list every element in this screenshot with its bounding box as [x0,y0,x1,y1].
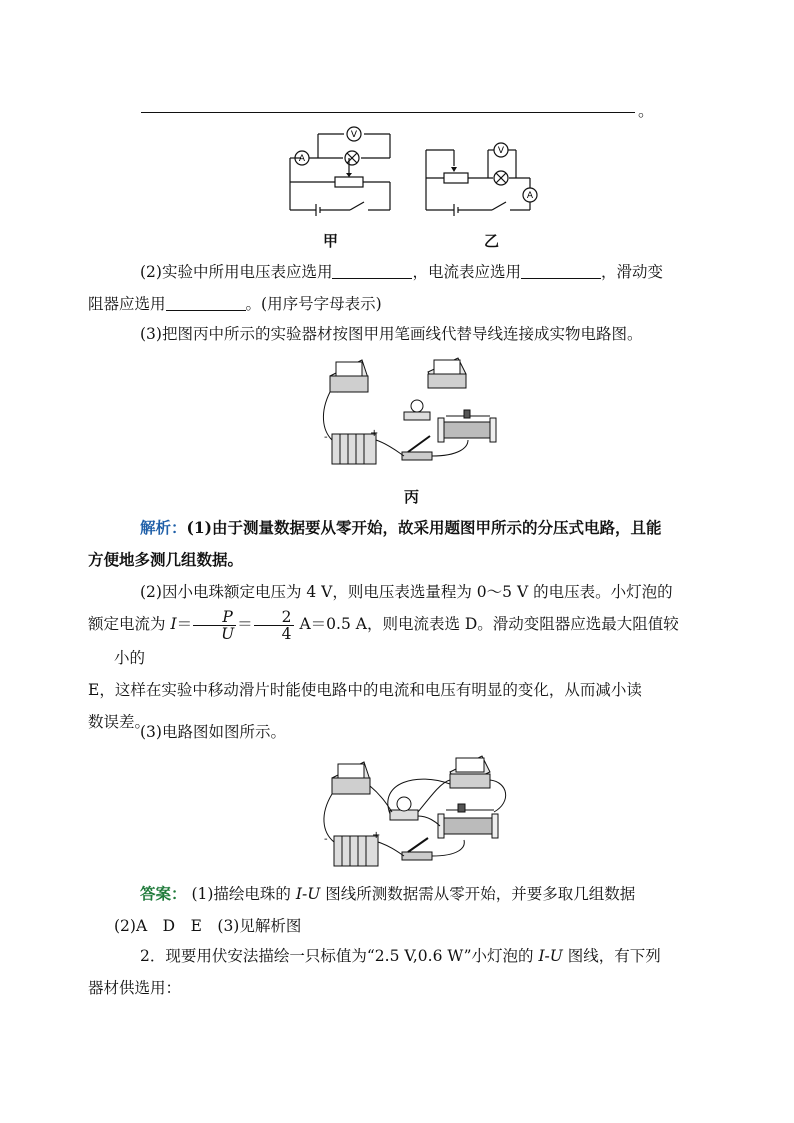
fraction-2-over-4: $\frac{2}{4}$ [254,609,294,642]
ammeter-label: A [526,191,534,201]
connected-circuit-figure [318,752,524,870]
question-3: (3)把图丙中所示的实验器材按图甲用笔画线代替导线连接成实物电路图。 [140,325,643,343]
analysis-label: 解析： [140,518,187,537]
period-mark: 。 [638,101,655,120]
answer-blank [521,262,601,279]
battery-negative: - [324,432,328,443]
answer-blank-line [141,112,635,113]
voltmeter-label: V [497,146,505,156]
battery-positive: + [372,830,381,841]
fraction-p-over-u: $\frac{P}{U}$ [193,609,236,642]
analysis-p2: (2)因小电珠额定电压为 4 V，则电压表选量程为 0～5 V 的电压表。小灯泡的 额定电流为 I＝ $\frac{P}{U}$ ＝ $\frac{2}{4}$ A＝0.5 A，则电流表选 D。滑动变阻器应选最大阻值较小的 E，这样在实验中移动滑片时能使电路中的电流和电压有明显的变化，从而减小读 数误差。 [88,583,679,731]
caption-yi: 乙 [484,232,500,250]
answer-label: 答案： [140,884,187,903]
voltmeter-label: V [350,130,358,140]
battery-positive: + [370,428,379,439]
circuit-diagram-jia [280,126,400,222]
battery-negative: - [324,834,328,845]
apparatus-figure-bing [318,352,510,470]
ammeter-label: A [298,154,306,164]
answer-blank [166,294,246,311]
answer-blank [332,262,412,279]
caption-bing: 丙 [404,488,420,506]
analysis-p1: 解析：(1)由于测量数据要从零开始，故采用题图甲所示的分压式电路，且能 方便地多测几组数据。 [88,518,662,569]
answer-block: 答案： (1)描绘电珠的 I-U 图线所测数据需从零开始，并要多取几组数据 (2)A D E (3)见解析图 [114,884,636,935]
circuit-diagram-yi [418,140,544,222]
analysis-p3: (3)电路图如图所示。 [140,723,286,741]
question-2: (2)实验中所用电压表应选用 ，电流表应选用 ，滑动变 阻器应选用 。(用序号字母表示) [88,263,663,313]
question-next: 2．现要用伏安法描绘一只标值为“2.5 V,0.6 W”小灯泡的 I-U 图线，有下列 器材供选用： [88,947,661,997]
caption-jia: 甲 [323,232,339,250]
